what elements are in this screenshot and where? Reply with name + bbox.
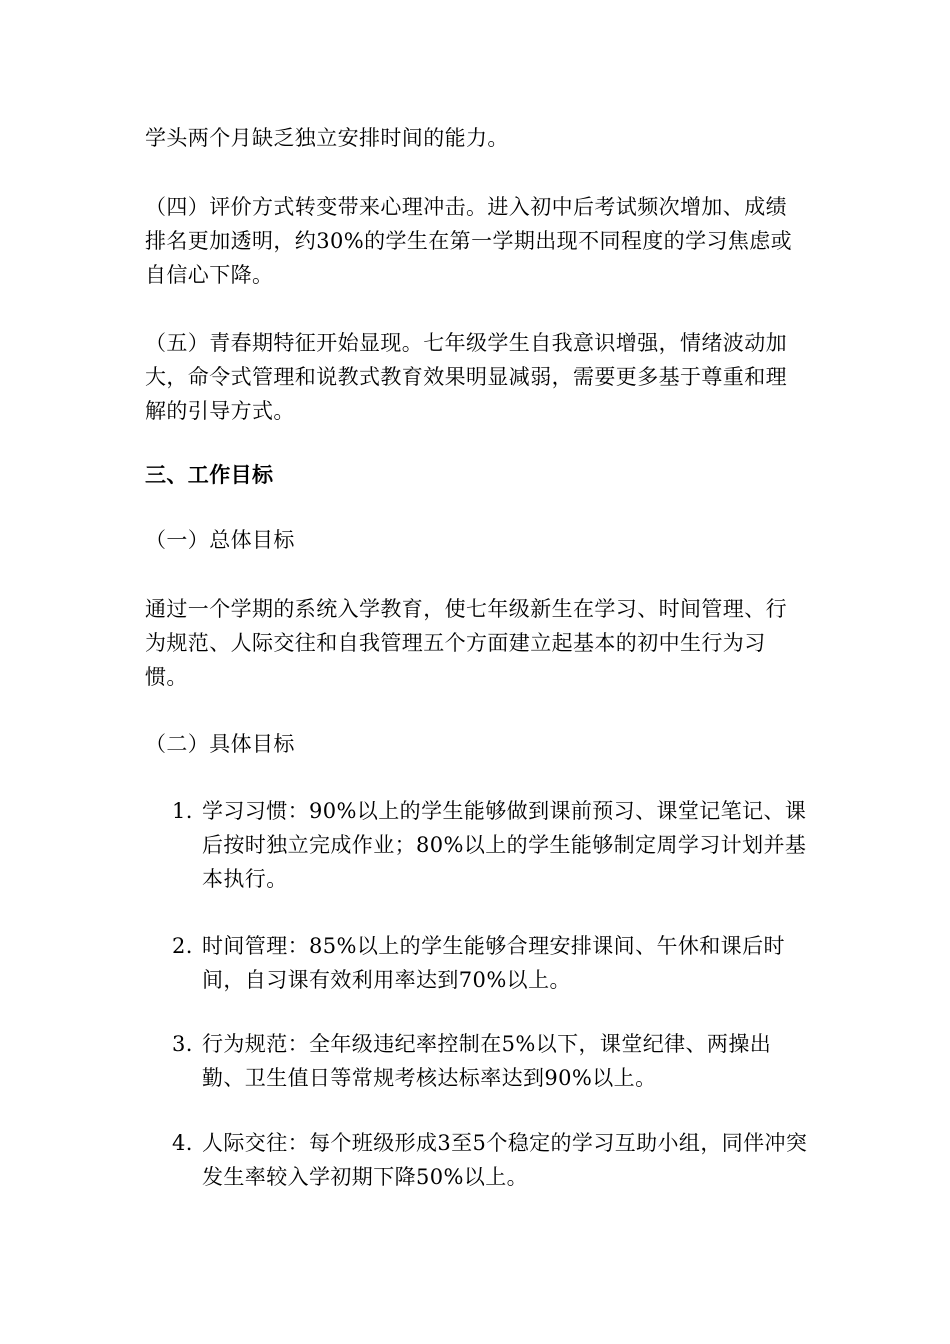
paragraph-five: （五）青春期特征开始显现。七年级学生自我意识增强，情绪波动加大，命令式管理和说教式教育效果明显减弱，需要更多基于尊重和理解的引导方式。 [145,331,787,423]
paragraph-continuation: 学头两个月缺乏独立安排时间的能力。 [145,126,509,150]
list-item-number: 2. [172,934,193,958]
sub-heading-overall: （一）总体目标 [145,528,295,552]
list-item [172,1027,812,1095]
list-item-number: 1. [172,799,193,823]
list-item-text: 行为规范：全年级违纪率控制在5%以下，课堂纪律、两操出勤、卫生值日等常规考核达标率达到90%以上。 [202,1032,772,1090]
list-item [172,929,812,997]
list-item-text: 时间管理：85%以上的学生能够合理安排课间、午休和课后时间，自习课有效利用率达到70%以上。 [202,934,785,992]
list-item [172,794,812,896]
overall-goal-paragraph: 通过一个学期的系统入学教育，使七年级新生在学习、时间管理、行为规范、人际交往和自我管理五个方面建立起基本的初中生行为习惯。 [145,597,787,689]
list-item-text: 人际交往：每个班级形成3至5个稳定的学习互助小组，同伴冲突发生率较入学初期下降50%以上。 [202,1131,808,1189]
sub-heading-specific: （二）具体目标 [145,732,295,756]
list-item [172,1126,812,1194]
list-item-number: 4. [172,1131,193,1155]
list-item-text: 学习习惯：90%以上的学生能够做到课前预习、课堂记笔记、课后按时独立完成作业；80%以上的学生能够制定周学习计划并基本执行。 [202,799,807,891]
list-item-number: 3. [172,1032,193,1056]
section-heading: 三、工作目标 [145,463,274,487]
paragraph-four: （四）评价方式转变带来心理冲击。进入初中后考试频次增加、成绩排名更加透明，约30%的学生在第一学期出现不同程度的学习焦虑或自信心下降。 [145,195,793,287]
